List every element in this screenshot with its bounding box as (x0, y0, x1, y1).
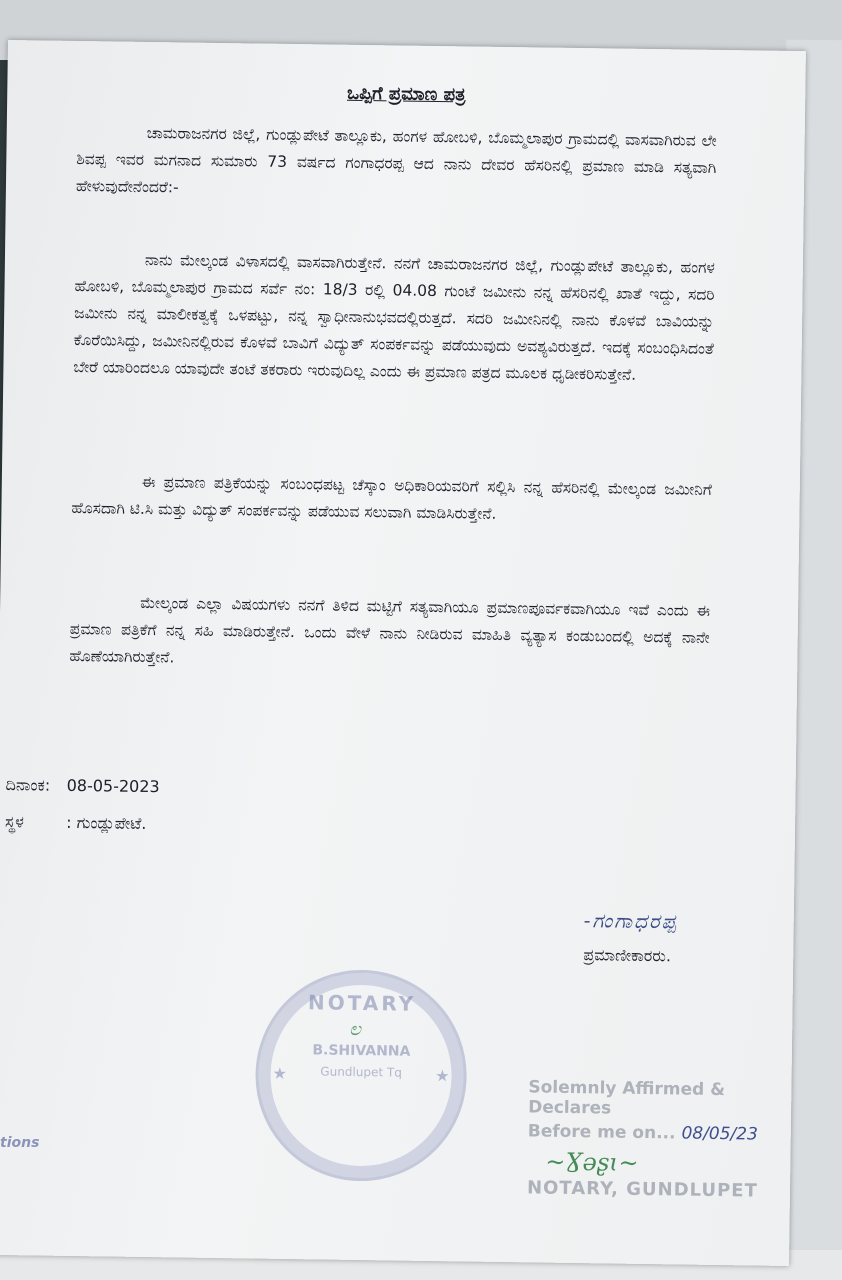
edge-partial-text: tions (0, 1135, 40, 1151)
seal-name: B.SHIVANNA (312, 1042, 411, 1060)
signer-label: ಪ್ರಮಾಣೀಕಾರರು. (583, 945, 672, 966)
notary-seal (254, 969, 468, 1183)
seal-initial-mark: ಲ (349, 1018, 362, 1041)
seal-place: Gundlupet Tq (320, 1064, 402, 1080)
paragraph-purpose-text: ಈ ಪ್ರಮಾಣ ಪತ್ರಿಕೆಯನ್ನು ಸಂಬಂಧಪಟ್ಟ ಚೆಸ್ಕಾಂ ಅಧಿಕಾರಿಯವರಿಗೆ ಸಲ್ಲಿಸಿ ನನ್ನ ಹೆಸರಿನಲ್ಲಿ ಮೇಲ್ಕಂಡ ಜಮೀನಿಗೆ ಹೊಸದಾಗಿ ಟಿ.ಸಿ ಮತ್ತು ವಿದ್ಯುತ್ ಸಂಪರ್ಕವನ್ನು ಪಡೆಯುವ ಸಲುವಾಗಿ ಮಾಡಿಸಿರುತ್ತೇನೆ. (71, 472, 712, 523)
paragraph-intro (76, 119, 717, 209)
affirm-line-2 (528, 1121, 791, 1145)
signer-signature: -ಗಂಗಾಧರಪ್ಪ (583, 908, 679, 934)
seal-title: NOTARY (307, 990, 417, 1016)
paragraph-land-details (73, 246, 715, 390)
place-label: ಸ್ಥಳ (4, 812, 25, 832)
affirm-date: 08/05/23 (681, 1123, 759, 1145)
paragraph-declaration-text: ಮೇಲ್ಕಂಡ ಎಲ್ಲಾ ವಿಷಯಗಳು ನನಗೆ ತಿಳಿದ ಮಟ್ಟಿಗೆ ಸತ್ಯವಾಗಿಯೂ ಪ್ರಮಾಣಪೂರ್ವಕವಾಗಿಯೂ ಇವೆ ಎಂದು ಈ ಪ್ರಮಾಣ ಪತ್ರಿಕೆಗೆ ನನ್ನ ಸಹಿ ಮಾಡಿರುತ್ತೇನೆ. ಒಂದು ವೇಳೆ ನಾನು ನೀಡಿರುವ ಮಾಹಿತಿ ವ್ಯತ್ಯಾಸ ಕಂಡುಬಂದಲ್ಲಿ ಅದಕ್ಕೆ ನಾನೇ ಹೊಣೆಯಾಗಿರುತ್ತೇನೆ. (69, 593, 711, 667)
date-row (5, 775, 159, 797)
notary-attestation (527, 1077, 792, 1202)
place-value: : ಗುಂಡ್ಲುಪೇಟೆ. (66, 812, 147, 834)
affidavit-page (0, 40, 806, 1266)
notary-signature: ~Ɣəʂɩ~ (545, 1147, 639, 1177)
paragraph-purpose (71, 468, 712, 531)
notary-name: NOTARY, GUNDLUPET (526, 1177, 758, 1202)
star-icon: ★ (435, 1066, 450, 1086)
affirm-line-2-text: Before me on... (527, 1121, 676, 1144)
paragraph-intro-text: ಚಾಮರಾಜನಗರ ಜಿಲ್ಲೆ, ಗುಂಡ್ಲುಪೇಟೆ ತಾಲ್ಲೂಕು, ಹಂಗಳ ಹೋಬಳಿ, ಬೊಮ್ಮಲಾಪುರ ಗ್ರಾಮದಲ್ಲಿ ವಾಸವಾಗಿರುವ ಲೇ ಶಿವಪ್ಪ ಇವರ ಮಗನಾದ ಸುಮಾರು 73 ವರ್ಷದ ಗಂಗಾಧರಪ್ಪ ಆದ ನಾನು ದೇವರ ಹೆಸರಿನಲ್ಲಿ ಪ್ರಮಾಣ ಮಾಡಿ ಸತ್ಯವಾಗಿ ಹೇಳುವುದೇನೆಂದರೆ:- (75, 123, 717, 197)
place-row (5, 812, 147, 834)
star-icon: ★ (272, 1063, 288, 1083)
date-label: ದಿನಾಂಕ: (5, 775, 51, 795)
affirm-line-1: Solemnly Affirmed & Declares (528, 1077, 726, 1119)
paragraph-land-details-text: ನಾನು ಮೇಲ್ಕಂಡ ವಿಳಾಸದಲ್ಲಿ ವಾಸವಾಗಿರುತ್ತೇನೆ. ನನಗೆ ಚಾಮರಾಜನಗರ ಜಿಲ್ಲೆ, ಗುಂಡ್ಲುಪೇಟೆ ತಾಲ್ಲೂಕು, ಹಂಗಳ ಹೋಬಳಿ, ಬೊಮ್ಮಲಾಪುರ ಗ್ರಾಮದ ಸರ್ವೆ ನಂ: 18/3 ರಲ್ಲಿ 04.08 ಗುಂಟೆ ಜಮೀನು ನನ್ನ ಹೆಸರಿನಲ್ಲಿ ಖಾತೆ ಇದ್ದು, ಸದರಿ ಜಮೀನು ನನ್ನ ಮಾಲೀಕತ್ವಕ್ಕೆ ಒಳಪಟ್ಟು, ನನ್ನ ಸ್ವಾಧೀನಾನುಭವದಲ್ಲಿರುತ್ತದೆ. ಸದರಿ ಜಮೀನಿನಲ್ಲಿ ನಾನು ಕೊಳವೆ ಬಾವಿಯನ್ನು ಕೊರೆಯಿಸಿದ್ದು, ಜಮೀನಿನಲ್ಲಿರುವ ಕೊಳವೆ ಬಾವಿಗೆ ವಿದ್ಯುತ್ ಸಂಪರ್ಕವನ್ನು ಪಡೆಯುವುದು ಅವಶ್ಯವಿರುತ್ತದೆ. ಇದಕ್ಕೆ ಸಂಬಂಧಿಸಿದಂತೆ ಬೇರೆ ಯಾರಿಂದಲೂ ಯಾವುದೇ ತಂಟೆ ತಕರಾರು ಇರುವುದಿಲ್ಲ ಎಂದು ಈ ಪ್ರಮಾಣ ಪತ್ರದ ಮೂಲಕ ಧೃಡೀಕರಿಸುತ್ತೇನೆ. (73, 250, 716, 384)
paragraph-declaration (69, 589, 710, 679)
document-title: ಒಪ್ಪಿಗೆ ಪ್ರಮಾಣ ಪತ್ರ (346, 82, 466, 106)
date-value: 08-05-2023 (66, 775, 160, 797)
